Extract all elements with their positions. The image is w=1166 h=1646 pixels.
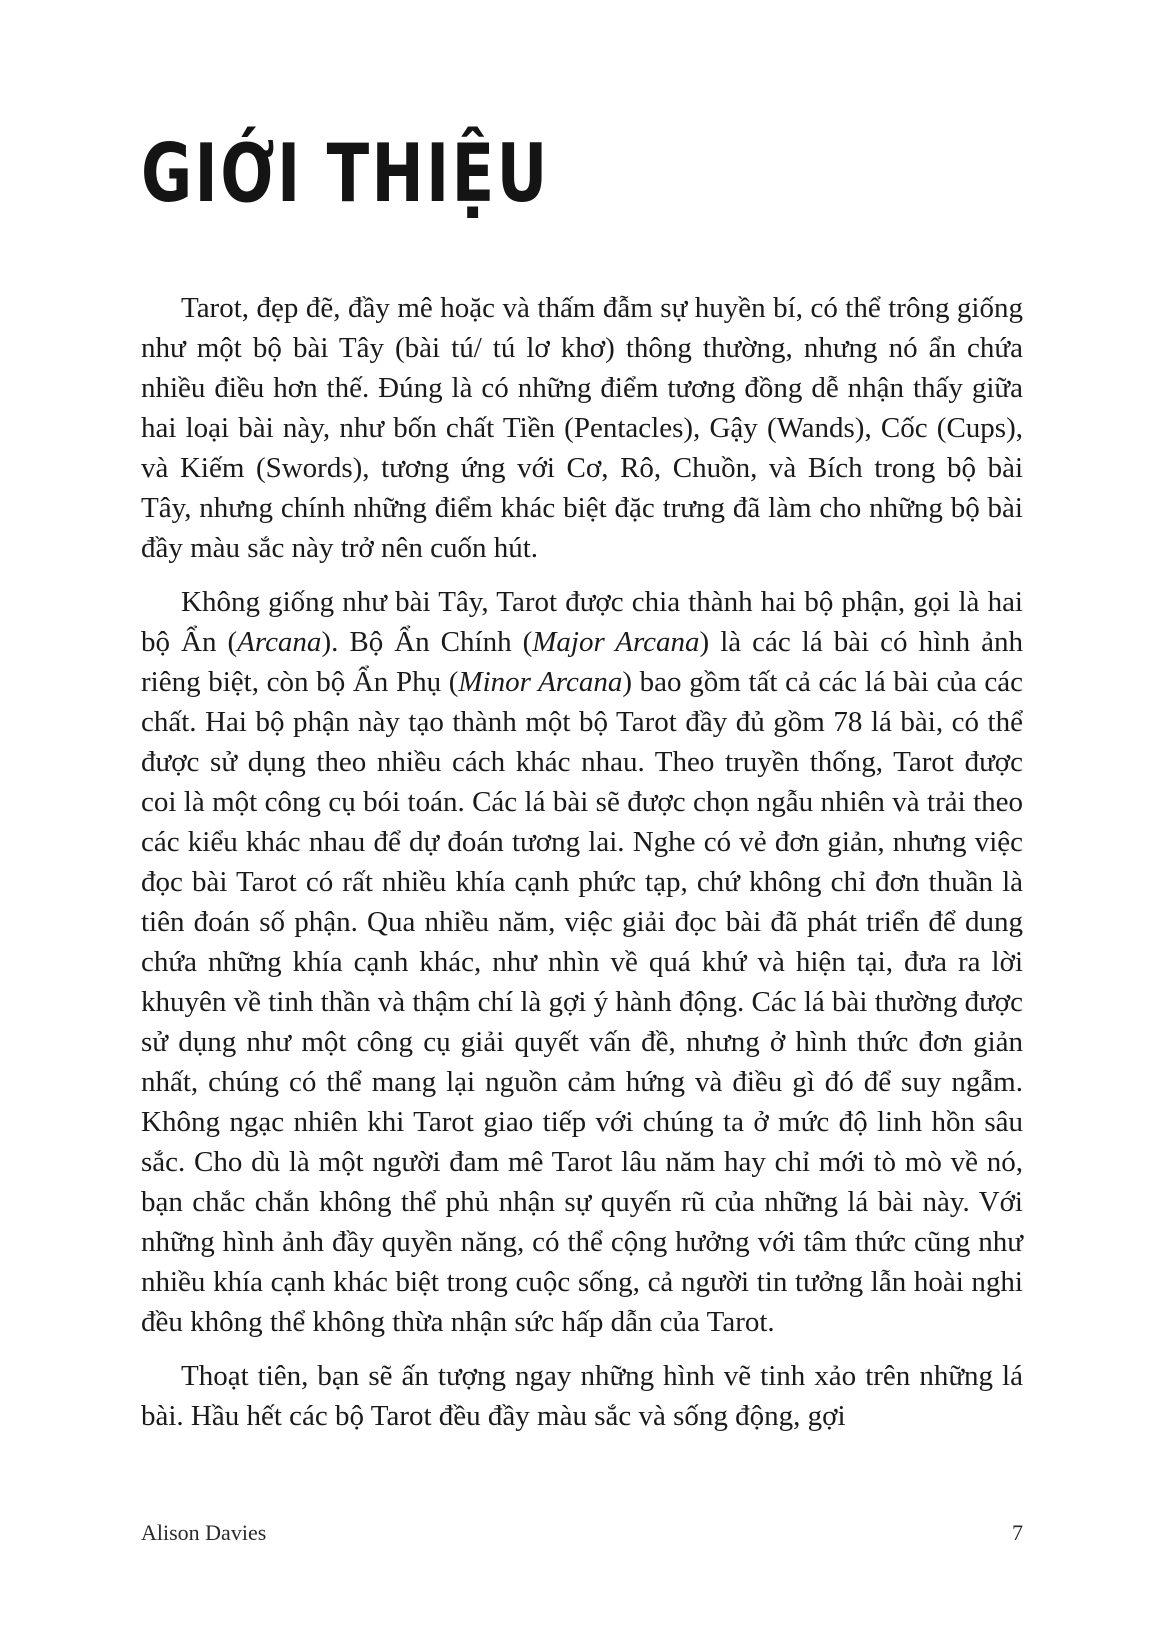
italic-term: Minor Arcana (458, 666, 623, 698)
body-text (141, 288, 1023, 1450)
text-segment: Thoạt tiên, bạn sẽ ấn tượng ngay những hình vẽ tinh xảo trên những lá bài. Hầu hết các bộ Tarot đều đầy màu sắc và sống động, gợi (141, 1360, 1023, 1432)
paragraph (141, 1356, 1023, 1436)
page-number: 7 (1012, 1520, 1023, 1545)
chapter-title: GIỚI THIỆU (141, 127, 550, 220)
text-segment: ) bao gồm tất cả các lá bài của các chất. Hai bộ phận này tạo thành một bộ Tarot đầy đủ gồm 78 lá bài, có thể được sử dụng theo nhiều cách khác nhau. Theo truyền thống, Tarot được coi là một công cụ bói toán. Các lá bài sẽ được chọn ngẫu nhiên và trải theo các kiểu khác nhau để dự đoán tương lai. Nghe có vẻ đơn giản, nhưng việc đọc bài Tarot có rất nhiều khía cạnh phức tạp, chứ không chỉ đơn thuần là tiên đoán số phận. Qua nhiều năm, việc giải đọc bài đã phát triển để dung chứa những khía cạnh khác, như nhìn về quá khứ và hiện tại, đưa ra lời khuyên về tinh thần và thậm chí là gợi ý hành động. Các lá bài thường được sử dụng như một công cụ giải quyết vấn đề, nhưng ở hình thức đơn giản nhất, chúng có thể mang lại nguồn cảm hứng và điều gì đó để suy ngẫm. Không ngạc nhiên khi Tarot giao tiếp với chúng ta ở mức độ linh hồn sâu sắc. Cho dù là một người đam mê Tarot lâu năm hay chỉ mới tò mò về nó, bạn chắc chắn không thể phủ nhận sự quyến rũ của những lá bài này. Với những hình ảnh đầy quyền năng, có thể cộng hưởng với tâm thức cũng như nhiều khía cạnh khác biệt trong cuộc sống, cả người tin tưởng lẫn hoài nghi đều không thể không thừa nhận sức hấp dẫn của Tarot. (141, 666, 1023, 1338)
text-segment: ) là các lá bài có hình ảnh riêng biệt, còn bộ Ẩn Phụ ( (141, 626, 1024, 698)
italic-term: Major Arcana (532, 626, 700, 658)
text-segment: Không giống như bài Tây, Tarot được chia thành hai bộ phận, gọi là hai bộ Ẩn ( (141, 586, 1023, 658)
footer-author: Alison Davies (141, 1520, 267, 1545)
paragraph (141, 582, 1023, 1342)
paragraph (141, 288, 1023, 568)
text-segment: ). Bộ Ẩn Chính ( (321, 626, 533, 658)
text-segment: Tarot, đẹp đẽ, đầy mê hoặc và thấm đẫm sự huyền bí, có thể trông giống như một bộ bài Tây (bài tú/ tú lơ khơ) thông thường, nhưng nó ẩn chứa nhiều điều hơn thế. Đúng là có những điểm tương đồng dễ nhận thấy giữa hai loại bài này, như bốn chất Tiền (Pentacles), Gậy (Wands), Cốc (Cups), và Kiếm (Swords), tương ứng với Cơ, Rô, Chuồn, và Bích trong bộ bài Tây, nhưng chính những điểm khác biệt đặc trưng đã làm cho những bộ bài đầy màu sắc này trở nên cuốn hút. (141, 292, 1023, 564)
italic-term: Arcana (237, 626, 322, 658)
